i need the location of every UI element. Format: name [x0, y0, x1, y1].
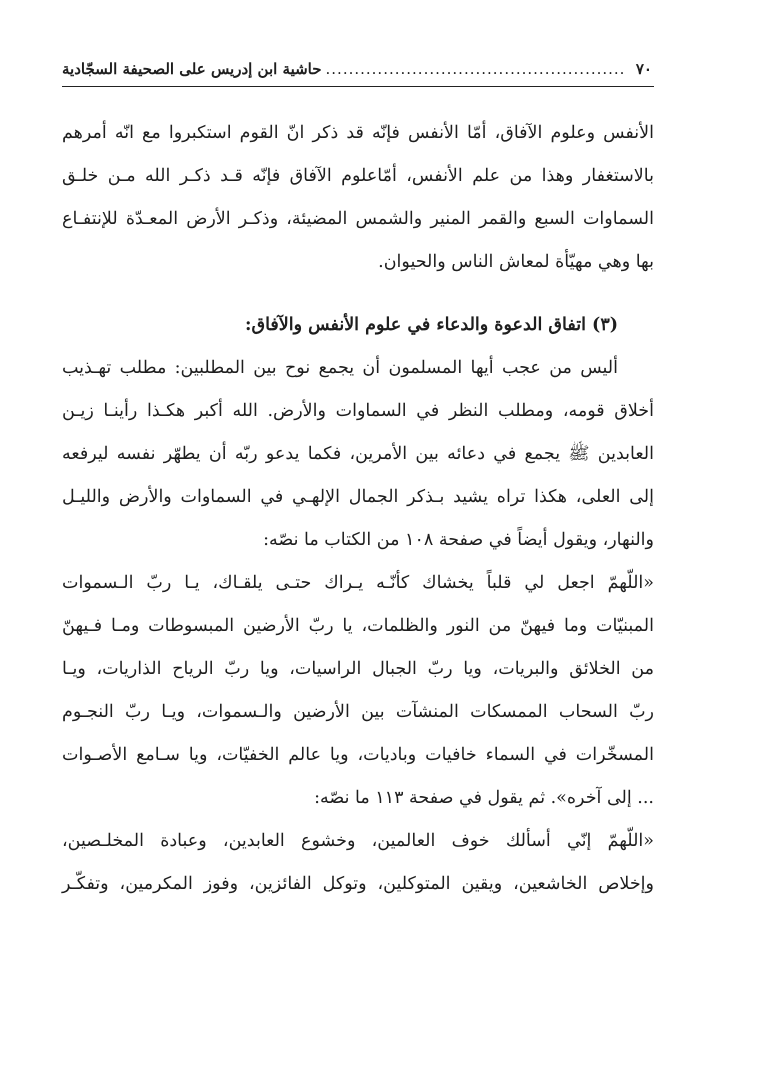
paragraph-2: [62, 347, 654, 562]
text-line: العابدين ﷺ يجمع في دعائه بين الأمرين، فكما يدعو ربّه أن يطهّر نفسه ليرفعه: [62, 444, 654, 464]
text-line: من الخلائق والبريات، ويا ربّ الجبال الراسيات، ويا ربّ الرياح الذاريات، ويـا: [62, 659, 654, 679]
text-line: أخلاق قومه، ومطلب النظر في السماوات والأرض. الله أكبر هكـذا رأينـا زيـن: [62, 401, 654, 421]
quote-1: [62, 562, 654, 820]
heading-text: (٣) اتفاق الدعوة والدعاء في علوم الأنفس والآفاق:: [245, 315, 618, 335]
book-title: حاشية ابن إدريس على الصحيفة السجّادية: [62, 60, 322, 78]
text-line: ربّ السحاب الممسكات المنشآت بين الأرضين والـسموات، ويـا ربّ النجـوم: [62, 702, 654, 722]
header-rule: [62, 86, 654, 87]
quote-2: [62, 820, 654, 906]
text-line: «اللّهمّ إنّي أسألك خوف العالمين، وخشوع العابدين، وعبادة المخلـصين،: [62, 831, 654, 851]
text-line: بها وهي مهيّأة لمعاش الناس والحيوان.: [378, 252, 654, 272]
paragraph-1: [62, 112, 654, 284]
page-number: ٧٠: [635, 60, 652, 78]
text-line: السماوات السبع والقمر المنير والشمس المضيئة، وذكـر الأرض المعـدّة للإنتفـاع: [62, 209, 654, 229]
running-header: [62, 60, 652, 78]
text-line: إلى العلى، هكذا تراه يشيد بـذكر الجمال الإلهـي في السماوات والأرض والليـل: [62, 487, 654, 507]
text-line: الأنفس وعلوم الآفاق، أمّا الأنفس فإنّه قد ذكر انّ القوم استكبروا مع انّه أمرهم: [62, 123, 654, 143]
text-line: المبنيّات وما فيهنّ من النور والظلمات، يا ربّ الأرضين المبسوطات ومـا فـيهنّ: [62, 616, 654, 636]
text-line: المسخّرات في السماء خافيات وباديات، ويا عالم الخفيّات، ويا سـامع الأصـوات: [62, 745, 654, 765]
text-line: «اللّهمّ اجعل لي قلباً يخشاك كأنّـه يـراك حتـى يلقـاك، يـا ربّ الـسموات: [62, 573, 654, 593]
section-heading: [62, 304, 654, 347]
page-body: [62, 112, 654, 906]
text-line: أليس من عجب أيها المسلمون أن يجمع نوح بين المطلبين: مطلب تهـذيب: [62, 358, 618, 378]
header-leader-dots: [326, 60, 626, 78]
text-line: وإخلاص الخاشعين، ويقين المتوكلين، وتوكل الفائزين، وفوز المكرمين، وتفكّـر: [62, 874, 654, 894]
text-line: والنهار، ويقول أيضاً في صفحة ١٠٨ من الكتاب ما نصّه:: [263, 530, 654, 550]
text-line: ... إلى آخره». ثم يقول في صفحة ١١٣ ما نصّه:: [314, 788, 654, 808]
text-line: بالاستغفار وهذا من علم الأنفس، أمّاعلوم الآفاق فإنّه قـد ذكـر الله مـن خلـق: [62, 166, 654, 186]
